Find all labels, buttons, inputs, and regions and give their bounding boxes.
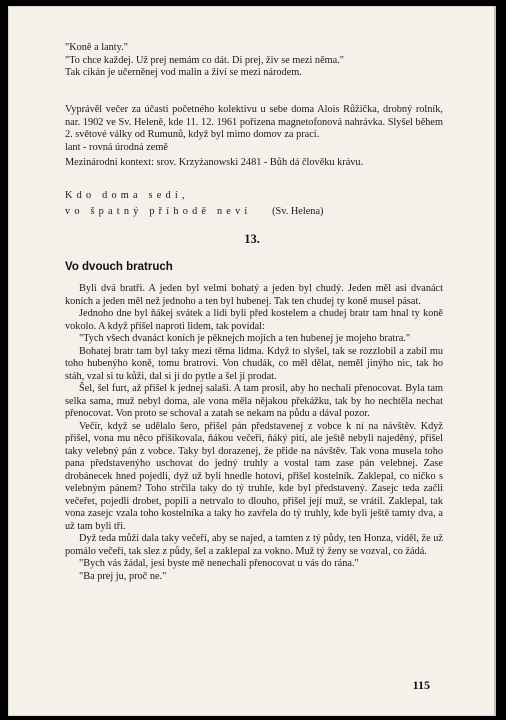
intro-line: "Koně a lanty." — [65, 42, 128, 53]
source-block — [65, 104, 443, 170]
paragraph: "Bych vás žádal, jesi byste mě nenechali přenocovat u vás do rána." — [79, 558, 359, 569]
paragraph: Byli dvá bratři. A jeden byl velmi bohatý a jeden byl chudý. Jeden měl asi dvanáct koních a jeden měl než jednoho a ten byl hubenej. Tak ten chudej ty koně musel pásat. — [65, 283, 443, 307]
intro-dialogue — [65, 42, 443, 80]
book-page — [8, 6, 496, 716]
page-number: 115 — [412, 678, 430, 692]
proverb-line: Kdo doma sedí, — [65, 190, 189, 201]
story-body — [65, 283, 443, 583]
proverb-source: (Sv. Helena) — [272, 205, 324, 217]
gloss: lant - rovná úrodná země — [65, 141, 168, 153]
intro-line: Tak cikán je učerněnej vod malin a živí se mezi národem. — [65, 67, 302, 78]
intro-line: "To chce každej. Už prej nemám co dát. Di prej, živ se mezi něma." — [65, 54, 345, 66]
paragraph: Dyž teda můži dala taky večeři, aby se najed, a tamten z tý půdy, ten Honza, viděl, že už pomálo večeří, tak slez z půdy, šel a zaklepal za vokno. Muž tý ženy se vozval, co žádá. — [65, 533, 443, 557]
paragraph: Jednoho dne byl ňákej svátek a lidi byli před kostelem a chudej bratr tam hnal ty koně vokolo. A když přišel naproti lidem, tak povídal: — [65, 308, 443, 332]
paragraph: "Ba prej ju, proč ne." — [79, 570, 167, 582]
page-edge — [494, 6, 496, 716]
source-note: Vyprávěl večer za účasti početného kolektivu u sebe doma Alois Růžička, drobný rolník, nar. 1902 ve Sv. Heleně, kde 11. 12. 1961 pořízena magnetofonová nahrávka. Slyšel během 2. světové války od Rumunů, když byl mimo domov za prací. — [65, 104, 443, 140]
paragraph: Večír, když se udělalo šero, přišel pán představenej z vobce k ní na návštěv. Když přišel, vona mu něco přišikovala, ňákou večeři, ňáký pití, ale ještě nebyli najeděný, přišel taky velebný pán z vobce. Taky byl dorazenej, že přide na návštěv. Tak vona musela toho pana představenýho uschovat do jedný truhly a vostal tam zase pán velebnej. Zase drobánecek hned pojedli, dyž už byli hnedle hotovi, přišel kostelník. Zaklepal, co ničko s velebným pánem? Toho strčila taky do tý truhle, kde byl představený. Zasejc teda začli večeřet, pojedli drobet, popili a netrvalo to dlouho, přišel její muž, se vrátil. Zaklepal, tak vona zasejc vzala toho kostelníka a taky ho zavřela do tý truhly, kde byli ještě tamty dva, a už tam byli tři. — [65, 420, 443, 532]
story-number: 13. — [244, 232, 260, 246]
international-context: Mezinárodní kontext: srov. Krzyżanowski 2481 - Bůh dá člověku krávu. — [65, 157, 364, 168]
story-title: Vo dvouch bratruch — [65, 261, 173, 273]
paragraph: Bohatej bratr tam byl taky mezi těma lidma. Když to slyšel, tak se rozzlobil a zabil mu toho hubenýho koně, tomu bratrovi. Von chudák, co měl dělat, neměl jinýho nic, tak ho stáh, vzal si tu kůži, dal si jí do pytle a šel jí prodat. — [65, 345, 443, 382]
proverb-line: vo špatný příhodě neví — [65, 205, 252, 217]
proverb — [65, 190, 443, 218]
paragraph: Šel, šel furt, až přišel k jednej salaši. A tam prosil, aby ho nechali přenocovat. Byla tam selka sama, muž nebyl doma, ale vona měla nějakou překážku, tak by ho nechtěla nechat přenocovat. Von proto se schoval a zatah se nekam na půdu a dával pozor. — [65, 383, 443, 419]
paragraph: "Tych všech dvanáct koních je pěknejch mojích a ten hubenej je mojeho bratra." — [79, 333, 411, 344]
